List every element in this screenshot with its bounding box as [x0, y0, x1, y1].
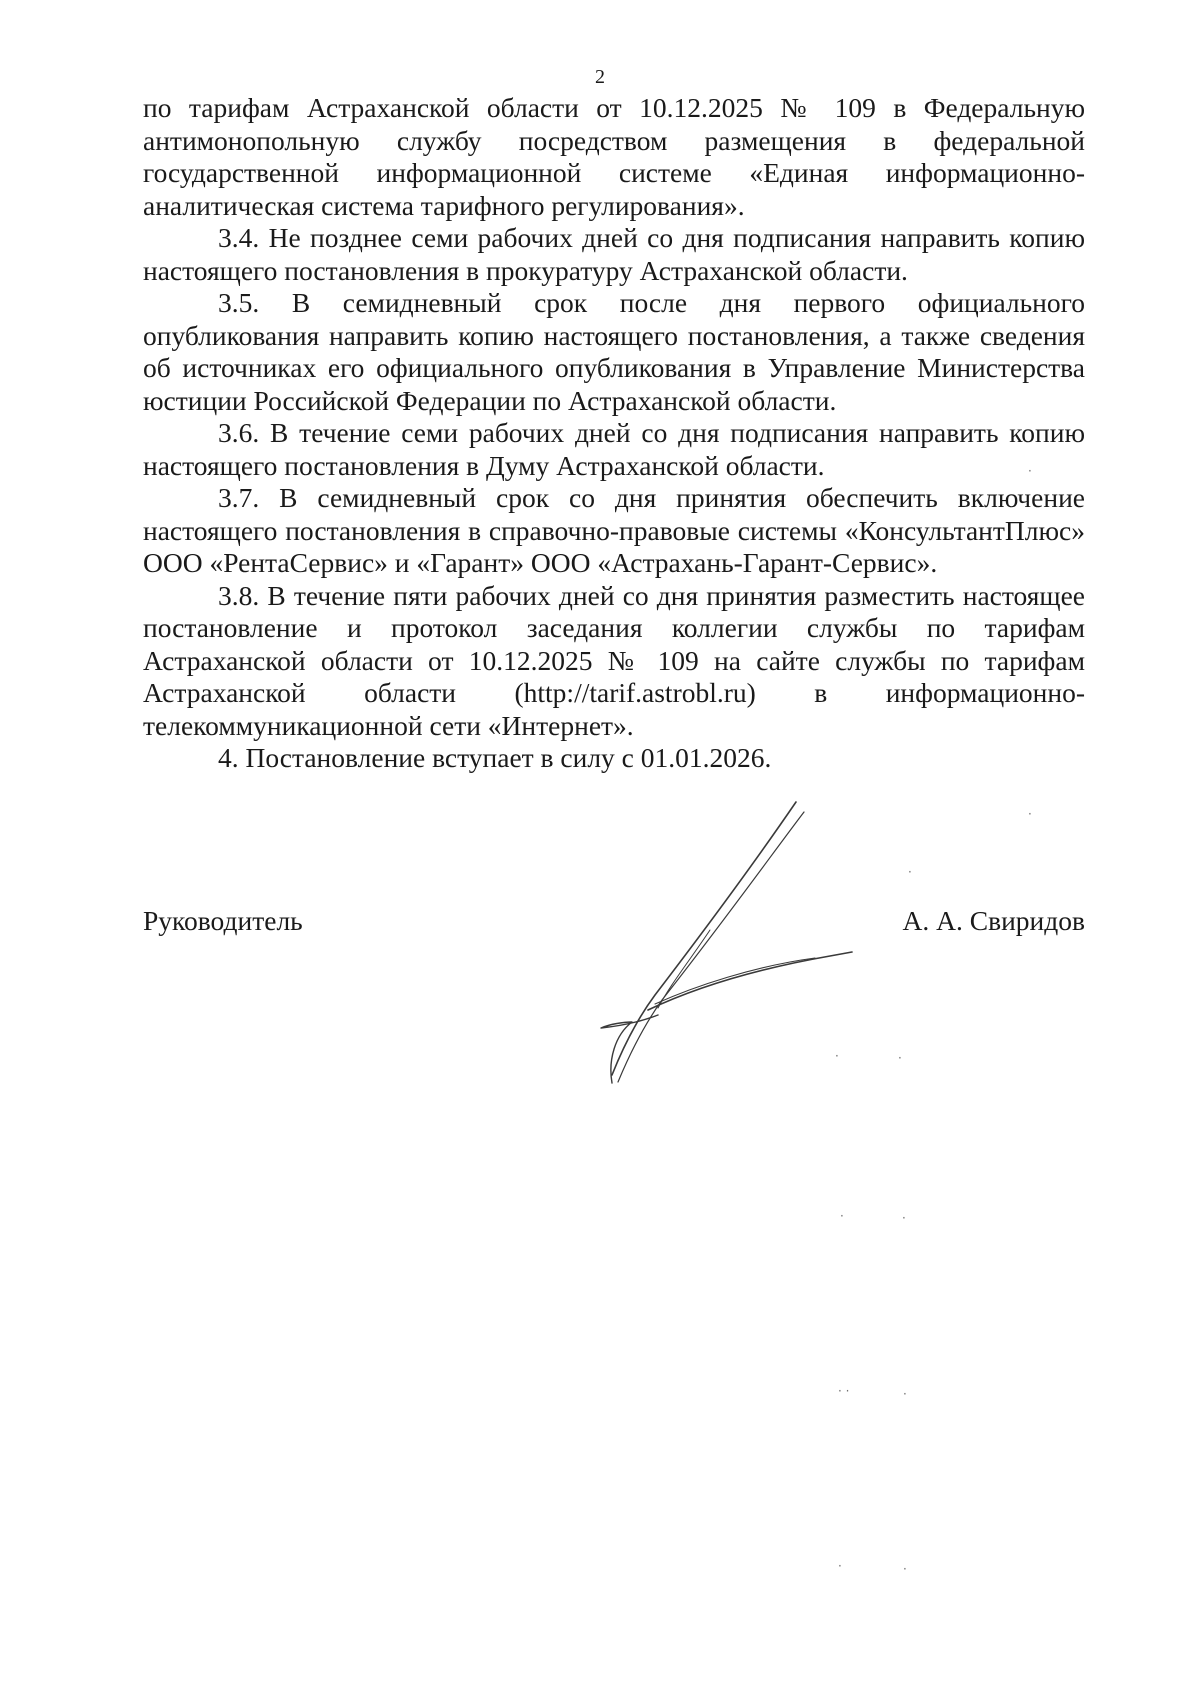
- scan-speck: ·: [903, 1387, 907, 1401]
- paragraph-3-4: 3.4. Не позднее семи рабочих дней со дня подписания направить копию настоящего постановления в прокуратуру Астраханской области.: [143, 222, 1085, 286]
- scan-speck: ·: [908, 865, 912, 879]
- scan-speck: ·: [840, 1209, 844, 1223]
- scan-speck: ·: [898, 1051, 902, 1065]
- scan-speck: ·: [1028, 464, 1032, 478]
- scan-speck: ·: [835, 1049, 839, 1063]
- scan-speck: ·: [838, 1559, 842, 1573]
- page-number: 2: [595, 66, 605, 88]
- scan-speck: ·: [903, 1562, 907, 1576]
- document-body: [143, 92, 1085, 775]
- paragraph-3-7: 3.7. В семидневный срок со дня принятия обеспечить включение настоящего постановления в справочно-правовые системы «КонсультантПлюс» ООО «РентаСервис» и «Гарант» ООО «Астрахань-Гарант-Сервис».: [143, 482, 1085, 578]
- paragraph-4: 4. Постановление вступает в силу с 01.01.2026.: [218, 742, 772, 773]
- handwritten-signature: [600, 800, 900, 1100]
- signature-stroke-main-2: [618, 812, 804, 1082]
- paragraph-3-6: 3.6. В течение семи рабочих дней со дня подписания направить копию настоящего постановления в Думу Астраханской области.: [143, 417, 1085, 481]
- signatory-name: А. А. Свиридов: [902, 905, 1085, 936]
- paragraph-3-8: 3.8. В течение пяти рабочих дней со дня принятия разместить настоящее постановление и протокол заседания коллегии службы по тарифам Астраханской области от 10.12.2025 № 109 на сайте службы по тарифам Астраханской области (http://tarif.astrobl.ru) в информационно-телекоммуникационной сети «Интернет».: [143, 579, 1085, 741]
- scan-speck: ·: [902, 1211, 906, 1225]
- signatory-title: Руководитель: [143, 905, 303, 936]
- signature-stroke-sweep: [648, 952, 852, 1010]
- signature-stroke-inner: [658, 930, 710, 1008]
- scan-speck: ·: [1028, 807, 1032, 821]
- paragraph-3-5: 3.5. В семидневный срок после дня первого официального опубликования направить копию настоящего постановления, а также сведения об источниках его официального опубликования в Управление Министерства юстиции Российской Федерации по Астраханской области.: [143, 287, 1085, 416]
- signature-stroke-loop: [601, 1015, 658, 1083]
- scan-speck: · ·: [838, 1384, 850, 1398]
- paragraph-intro: по тарифам Астраханской области от 10.12.2025 № 109 в Федеральную антимонопольную службу посредством размещения в федеральной государственной информационной системе «Единая информационно-аналитическая система тарифного регулирования».: [143, 92, 1085, 221]
